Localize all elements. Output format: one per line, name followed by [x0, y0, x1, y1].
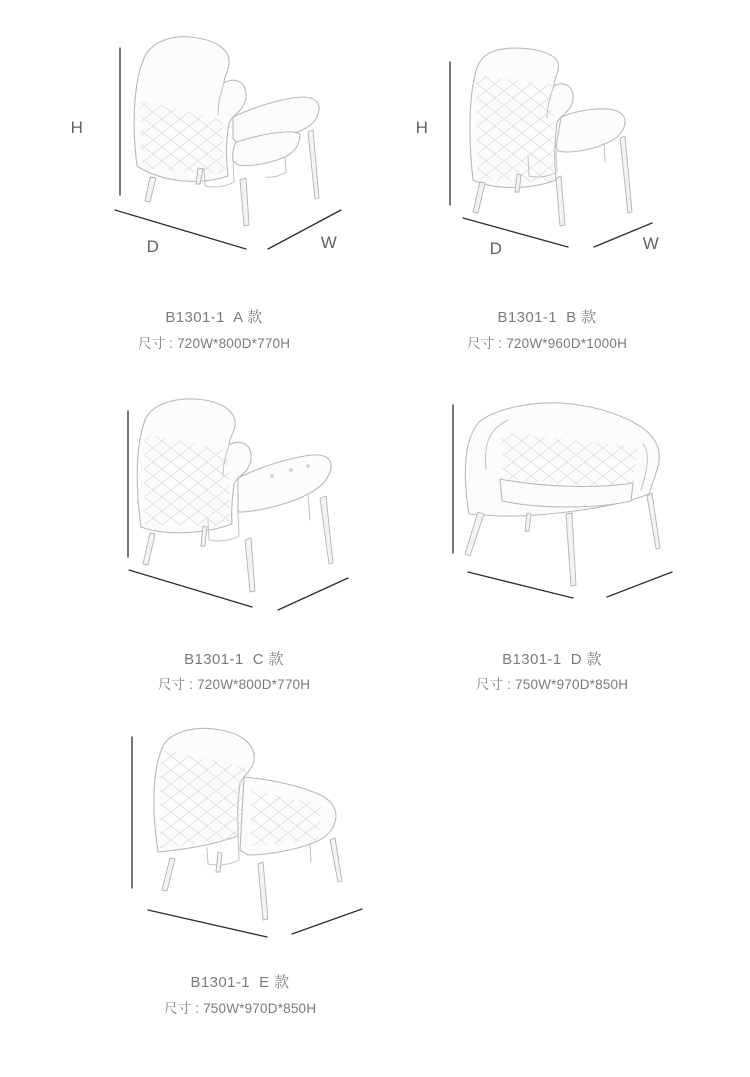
product-size: 尺寸 : 750W*970D*850H [163, 1001, 317, 1016]
width-letter: W [320, 233, 338, 252]
chair-sketch-e [154, 728, 342, 920]
height-letter: H [70, 118, 84, 137]
depth-line [468, 572, 573, 598]
chair-sketch-b [470, 48, 632, 226]
product-size: 尺寸 : 750W*970D*850H [475, 677, 629, 692]
product-code: B1301-1 B 款 [497, 309, 597, 326]
depth-line [463, 218, 568, 247]
width-line [292, 909, 362, 934]
product-size: 尺寸 : 720W*800D*770H [137, 336, 291, 351]
chair-sketch-c [137, 399, 333, 592]
chair-sketch-d [465, 403, 660, 586]
depth-letter: D [489, 239, 503, 258]
product-size: 尺寸 : 720W*800D*770H [157, 677, 311, 692]
depth-letter: D [146, 237, 160, 256]
product-code: B1301-1 C 款 [184, 651, 284, 668]
product-code: B1301-1 D 款 [502, 651, 602, 668]
width-line [607, 572, 672, 597]
depth-line [148, 910, 267, 937]
product-size: 尺寸 : 720W*960D*1000H [466, 336, 628, 351]
depth-line [115, 210, 246, 249]
product-code: B1301-1 E 款 [190, 974, 290, 991]
width-line [278, 578, 348, 610]
height-letter: H [415, 118, 429, 137]
product-code: B1301-1 A 款 [165, 309, 263, 326]
width-letter: W [642, 234, 660, 253]
depth-line [129, 570, 252, 607]
chair-sketch-a [134, 37, 319, 226]
